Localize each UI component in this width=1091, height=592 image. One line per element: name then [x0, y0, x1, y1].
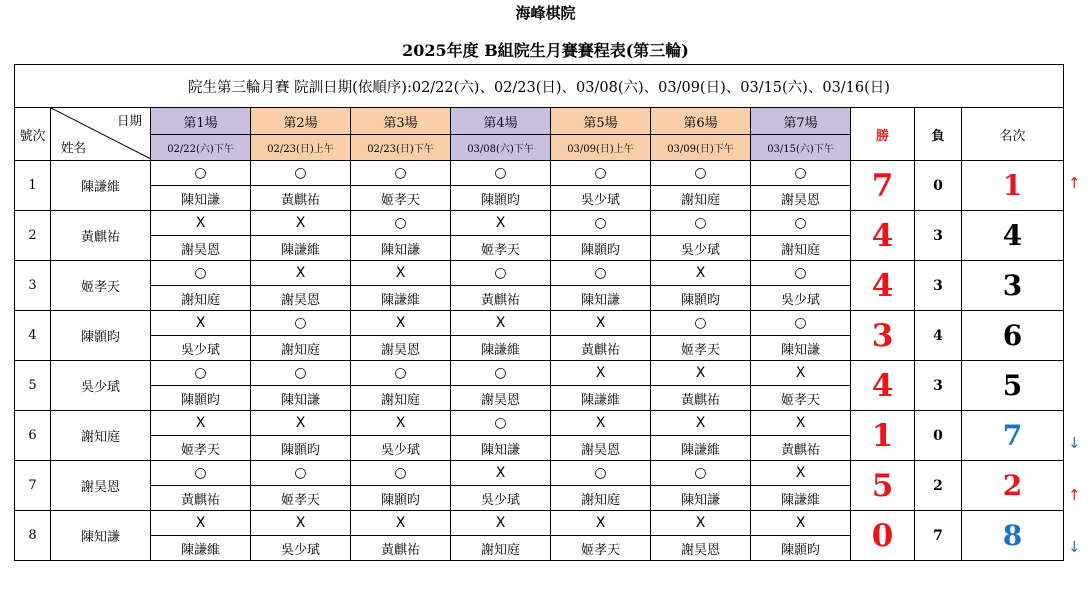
game-opponent: 姬孝天 [451, 236, 551, 261]
game-opponent: 陳謙維 [251, 236, 351, 261]
game-opponent: 謝知庭 [451, 536, 551, 561]
game-opponent: 姬孝天 [151, 436, 251, 461]
player-row [15, 461, 1064, 486]
game-result: ○ [551, 161, 651, 186]
game-result: X [251, 411, 351, 436]
player-row [15, 211, 1064, 236]
win-count: 3 [851, 311, 915, 361]
game-result: ○ [251, 161, 351, 186]
game-5-label: 第5場 [551, 108, 651, 135]
game-result: ○ [651, 211, 751, 236]
player-row [15, 261, 1064, 286]
player-name: 姬孝天 [51, 261, 151, 311]
game-opponent: 陳顥昀 [351, 486, 451, 511]
header-loss: 負 [915, 108, 962, 161]
game-opponent: 謝知庭 [351, 386, 451, 411]
game-result: X [651, 511, 751, 536]
game-result: X [451, 311, 551, 336]
game-opponent: 黃麒祐 [651, 386, 751, 411]
rank-value: 8 [962, 511, 1064, 561]
game-4-label: 第4場 [451, 108, 551, 135]
game-result: ○ [751, 211, 851, 236]
game-2-date: 02/23(日)上午 [251, 135, 351, 161]
win-count: 1 [851, 411, 915, 461]
game-opponent: 姬孝天 [351, 186, 451, 211]
loss-count: 3 [915, 261, 962, 311]
player-number: 6 [15, 411, 51, 461]
game-opponent: 謝知庭 [151, 286, 251, 311]
player-number: 8 [15, 511, 51, 561]
player-row [15, 161, 1064, 186]
game-opponent: 姬孝天 [651, 336, 751, 361]
game-opponent: 黃麒祐 [551, 336, 651, 361]
game-opponent: 陳顥昀 [651, 286, 751, 311]
game-result: X [251, 211, 351, 236]
game-opponent: 吳少珷 [451, 486, 551, 511]
loss-count: 3 [915, 361, 962, 411]
loss-count: 0 [915, 411, 962, 461]
player-name: 謝知庭 [51, 411, 151, 461]
game-opponent: 陳知謙 [251, 386, 351, 411]
game-result: ○ [251, 311, 351, 336]
game-opponent: 吳少珷 [751, 286, 851, 311]
game-opponent: 謝知庭 [651, 186, 751, 211]
game-opponent: 謝昊恩 [451, 386, 551, 411]
game-opponent: 吳少珷 [551, 186, 651, 211]
loss-count: 4 [915, 311, 962, 361]
game-result: ○ [351, 461, 451, 486]
player-number: 1 [15, 161, 51, 211]
game-opponent: 謝昊恩 [551, 436, 651, 461]
game-result: ○ [751, 161, 851, 186]
trend-up-icon: ↑ [1068, 486, 1081, 504]
game-result: ○ [351, 361, 451, 386]
game-opponent: 吳少珷 [151, 336, 251, 361]
game-result: ○ [151, 461, 251, 486]
organization-name: 海峰棋院 [515, 4, 576, 22]
game-result: ○ [251, 361, 351, 386]
game-opponent: 姬孝天 [751, 386, 851, 411]
game-1-date: 02/22(六)下午 [151, 135, 251, 161]
loss-count: 0 [915, 161, 962, 211]
game-opponent: 陳謙維 [651, 436, 751, 461]
game-opponent: 陳謙維 [451, 336, 551, 361]
rank-value: 3 [962, 261, 1064, 311]
header-name: 姓名 [61, 140, 87, 155]
game-opponent: 陳顥昀 [251, 436, 351, 461]
game-result: X [651, 361, 751, 386]
player-row [15, 511, 1064, 536]
game-result: X [451, 511, 551, 536]
header-date-name [51, 108, 151, 161]
player-number: 4 [15, 311, 51, 361]
game-result: X [751, 411, 851, 436]
game-result: ○ [551, 211, 651, 236]
training-dates-banner: 院生第三輪月賽 院訓日期(依順序):02/22(六)、02/23(日)、03/08(六)、03/09(日)、03/15(六)、03/16(日) [15, 65, 1064, 108]
game-6-date: 03/09(日)下午 [651, 135, 751, 161]
game-opponent: 黃麒祐 [351, 536, 451, 561]
game-opponent: 陳顥昀 [151, 386, 251, 411]
game-result: X [451, 211, 551, 236]
player-number: 7 [15, 461, 51, 511]
player-name: 謝昊恩 [51, 461, 151, 511]
game-result: ○ [651, 461, 751, 486]
game-opponent: 陳知謙 [451, 436, 551, 461]
game-opponent: 吳少珷 [251, 536, 351, 561]
game-1-label: 第1場 [151, 108, 251, 135]
game-result: X [251, 511, 351, 536]
rank-value: 4 [962, 211, 1064, 261]
game-result: ○ [351, 211, 451, 236]
game-result: X [651, 411, 751, 436]
game-opponent: 黃麒祐 [451, 286, 551, 311]
game-result: ○ [651, 311, 751, 336]
game-opponent: 陳謙維 [151, 536, 251, 561]
game-result: ○ [151, 261, 251, 286]
rank-value: 1 [962, 161, 1064, 211]
game-4-date: 03/08(六)下午 [451, 135, 551, 161]
player-number: 3 [15, 261, 51, 311]
game-opponent: 陳知謙 [151, 186, 251, 211]
game-2-label: 第2場 [251, 108, 351, 135]
game-result: X [651, 261, 751, 286]
loss-count: 2 [915, 461, 962, 511]
game-result: X [351, 411, 451, 436]
game-opponent: 姬孝天 [251, 486, 351, 511]
game-result: X [751, 511, 851, 536]
game-result: ○ [251, 461, 351, 486]
game-7-label: 第7場 [751, 108, 851, 135]
rank-value: 2 [962, 461, 1064, 511]
game-result: X [551, 361, 651, 386]
game-result: ○ [451, 361, 551, 386]
player-name: 黃麒祐 [51, 211, 151, 261]
schedule-title: 2025年度 B組院生月賽賽程表(第三輪) [402, 41, 689, 60]
game-opponent: 陳顥昀 [451, 186, 551, 211]
game-result: ○ [651, 161, 751, 186]
trend-down-icon: ↓ [1068, 538, 1081, 556]
game-opponent: 謝昊恩 [151, 236, 251, 261]
loss-count: 7 [915, 511, 962, 561]
game-result: ○ [451, 261, 551, 286]
game-result: X [551, 411, 651, 436]
game-opponent: 謝知庭 [751, 236, 851, 261]
game-opponent: 姬孝天 [551, 536, 651, 561]
game-result: ○ [551, 261, 651, 286]
game-result: X [751, 461, 851, 486]
game-result: ○ [351, 161, 451, 186]
game-opponent: 陳顥昀 [751, 536, 851, 561]
player-row [15, 411, 1064, 436]
game-result: X [151, 511, 251, 536]
player-number: 5 [15, 361, 51, 411]
win-count: 7 [851, 161, 915, 211]
game-opponent: 吳少珷 [651, 236, 751, 261]
game-opponent: 謝昊恩 [651, 536, 751, 561]
player-number: 2 [15, 211, 51, 261]
rank-value: 7 [962, 411, 1064, 461]
game-result: ○ [151, 361, 251, 386]
player-row [15, 311, 1064, 336]
game-result: X [151, 411, 251, 436]
game-opponent: 陳知謙 [351, 236, 451, 261]
game-result: X [351, 311, 451, 336]
header-rank: 名次 [962, 108, 1064, 161]
game-result: ○ [751, 261, 851, 286]
rank-value: 5 [962, 361, 1064, 411]
win-count: 5 [851, 461, 915, 511]
game-opponent: 謝昊恩 [351, 336, 451, 361]
rank-value: 6 [962, 311, 1064, 361]
game-opponent: 謝知庭 [251, 336, 351, 361]
game-opponent: 謝知庭 [551, 486, 651, 511]
game-opponent: 黃麒祐 [251, 186, 351, 211]
game-result: ○ [451, 161, 551, 186]
game-result: ○ [151, 161, 251, 186]
game-result: X [351, 261, 451, 286]
game-result: X [351, 511, 451, 536]
game-opponent: 陳謙維 [551, 386, 651, 411]
game-7-date: 03/15(六)下午 [751, 135, 851, 161]
game-opponent: 黃麒祐 [151, 486, 251, 511]
header-win: 勝 [851, 108, 915, 161]
win-count: 0 [851, 511, 915, 561]
game-6-label: 第6場 [651, 108, 751, 135]
game-opponent: 陳謙維 [751, 486, 851, 511]
header-date: 日期 [116, 113, 142, 128]
schedule-table [14, 64, 1064, 561]
header-number: 號次 [15, 108, 51, 161]
game-3-date: 02/23(日)下午 [351, 135, 451, 161]
game-result: ○ [451, 411, 551, 436]
game-opponent: 陳顥昀 [551, 236, 651, 261]
loss-count: 3 [915, 211, 962, 261]
player-row [15, 361, 1064, 386]
game-opponent: 謝昊恩 [751, 186, 851, 211]
game-opponent: 陳知謙 [651, 486, 751, 511]
game-opponent: 黃麒祐 [751, 436, 851, 461]
game-result: X [451, 461, 551, 486]
game-result: X [251, 261, 351, 286]
game-opponent: 吳少珷 [351, 436, 451, 461]
game-result: X [551, 311, 651, 336]
game-opponent: 謝昊恩 [251, 286, 351, 311]
game-opponent: 陳知謙 [551, 286, 651, 311]
game-result: X [151, 311, 251, 336]
trend-down-icon: ↓ [1068, 434, 1081, 452]
trend-up-icon: ↑ [1068, 174, 1081, 192]
win-count: 4 [851, 211, 915, 261]
win-count: 4 [851, 261, 915, 311]
win-count: 4 [851, 361, 915, 411]
game-result: X [751, 361, 851, 386]
game-result: ○ [751, 311, 851, 336]
game-result: X [151, 211, 251, 236]
player-name: 陳顥昀 [51, 311, 151, 361]
player-name: 吳少珷 [51, 361, 151, 411]
game-opponent: 陳謙維 [351, 286, 451, 311]
player-name: 陳謙維 [51, 161, 151, 211]
player-name: 陳知謙 [51, 511, 151, 561]
game-result: X [551, 511, 651, 536]
game-5-date: 03/09(日)上午 [551, 135, 651, 161]
game-opponent: 陳知謙 [751, 336, 851, 361]
game-result: ○ [551, 461, 651, 486]
game-3-label: 第3場 [351, 108, 451, 135]
